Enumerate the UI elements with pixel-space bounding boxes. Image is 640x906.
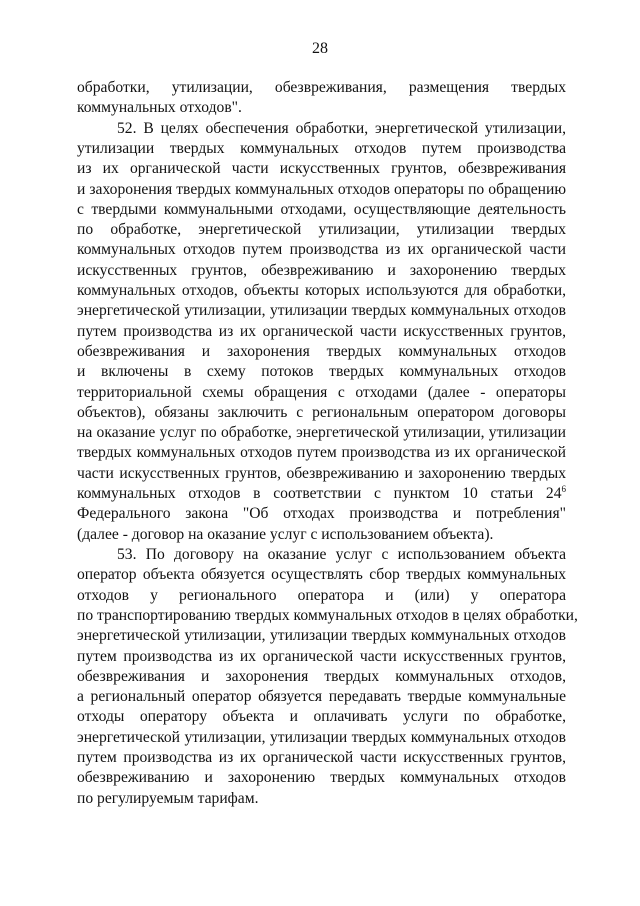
text-line: обработки, утилизации, обезвреживания, размещения твердых — [77, 79, 566, 96]
paragraph-52-start: 52. В целях обеспечения обработки, энергетической утилизации, — [117, 120, 566, 137]
text-line: путем производства из их органической части искусственных грунтов, — [77, 323, 566, 340]
text-line: энергетической утилизации, утилизации твердых коммунальных отходов — [77, 729, 566, 746]
text-line-with-superscript — [77, 484, 566, 504]
paragraph-53-start: 53. По договору на оказание услуг с использованием объекта — [117, 546, 566, 563]
text-line: и захоронения твердых коммунальных отходов операторы по обращению — [77, 181, 566, 198]
text-line: путем производства из их органической части искусственных грунтов, — [77, 749, 566, 766]
text-line: объектов), обязаны заключить с региональным оператором договоры — [77, 404, 566, 421]
text-line: обезвреживанию и захоронению твердых коммунальных отходов — [77, 769, 566, 786]
text-line: (далее - договор на оказание услуг с использованием объекта). — [77, 526, 494, 543]
text-line: коммунальных отходов". — [77, 99, 242, 116]
text-line: с твердыми коммунальными отходами, осуществляющие деятельность — [77, 201, 566, 218]
text-line: отходы оператору объекта и оплачивать услуги по обработке, — [77, 708, 566, 725]
text-line-content: коммунальных отходов в соответствии с пунктом 10 статьи 24 — [77, 485, 562, 502]
text-line: искусственных грунтов, обезвреживанию и захоронению твердых — [77, 262, 566, 279]
text-line: коммунальных отходов путем производства из их органической части — [77, 241, 566, 258]
page-number: 28 — [312, 40, 328, 57]
text-line: Федерального закона "Об отходах производства и потребления" — [77, 505, 566, 522]
text-line: а региональный оператор обязуется передавать твердые коммунальные — [77, 688, 566, 705]
text-line: по регулируемым тарифам. — [77, 790, 259, 807]
text-line: на оказание услуг по обработке, энергетической утилизации, утилизации — [77, 424, 566, 441]
text-line: твердых коммунальных отходов путем производства из их органической — [77, 444, 566, 461]
text-line: части искусственных грунтов, обезвреживанию и захоронению твердых — [77, 465, 566, 482]
text-line: обезвреживания и захоронения твердых коммунальных отходов — [77, 343, 566, 360]
text-line: обезвреживания и захоронения твердых коммунальных отходов, — [77, 668, 566, 685]
text-line: по транспортированию твердых коммунальных отходов в целях обработки, — [77, 607, 578, 624]
text-line: энергетической утилизации, утилизации твердых коммунальных отходов — [77, 627, 566, 644]
text-line: оператор объекта обязуется осуществлять сбор твердых коммунальных — [77, 566, 566, 583]
superscript-article-number: 6 — [561, 484, 566, 494]
text-line: по обработке, энергетической утилизации, утилизации твердых — [77, 221, 566, 238]
text-line: утилизации твердых коммунальных отходов путем производства — [77, 140, 566, 157]
text-line: из их органической части искусственных грунтов, обезвреживания — [77, 160, 566, 177]
text-line: и включены в схему потоков твердых коммунальных отходов — [77, 363, 566, 380]
text-line: отходов у регионального оператора и (или) у оператора — [77, 587, 566, 604]
text-line: энергетической утилизации, утилизации твердых коммунальных отходов — [77, 302, 566, 319]
text-line: коммунальных отходов, объекты которых используются для обработки, — [77, 282, 566, 299]
text-line: территориальной схемы обращения с отходами (далее - операторы — [77, 384, 566, 401]
text-line: путем производства из их органической части искусственных грунтов, — [77, 648, 566, 665]
